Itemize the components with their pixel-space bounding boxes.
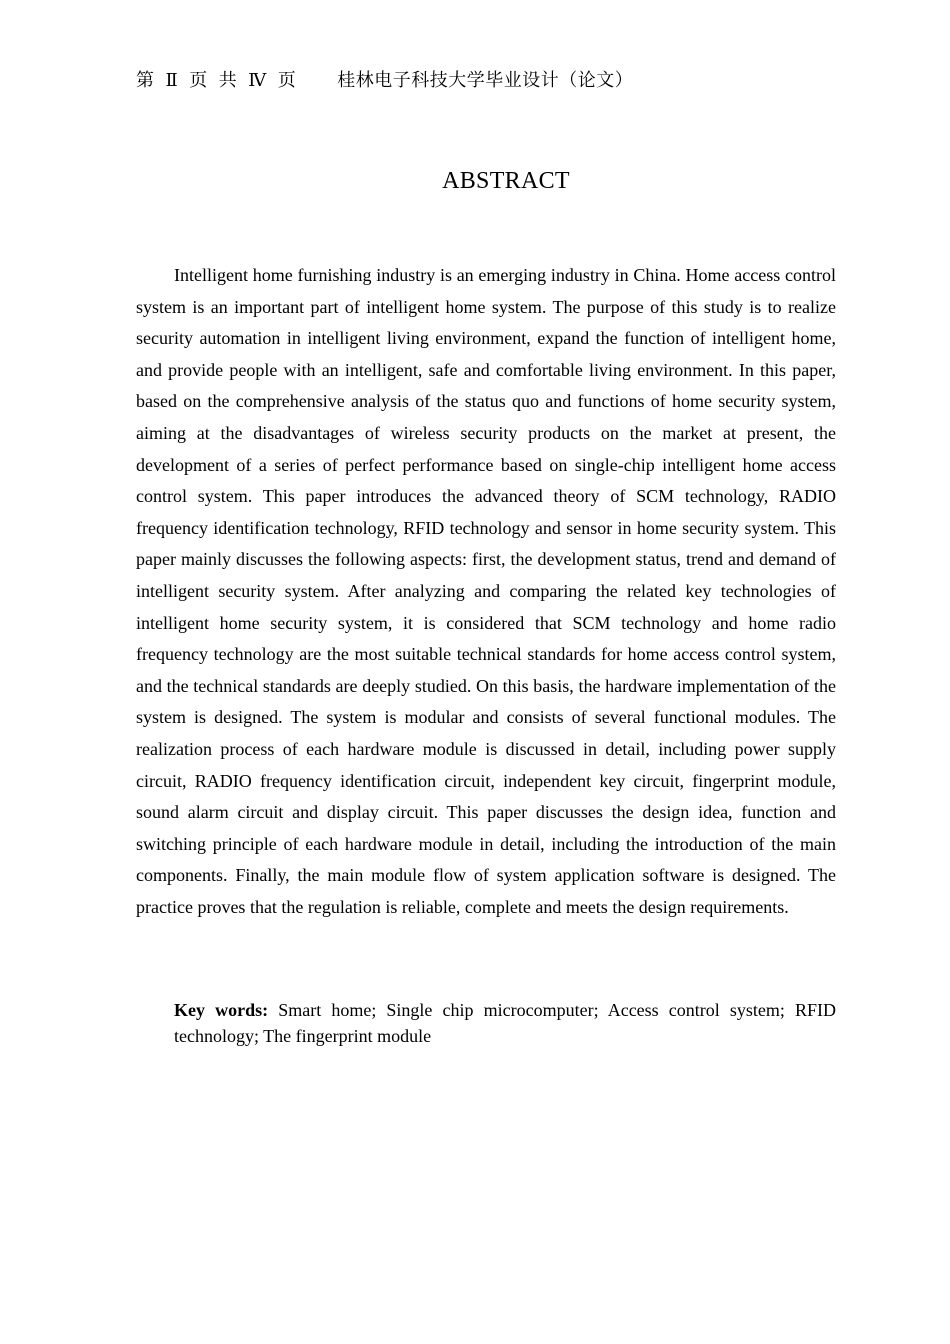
keywords-text: Smart home; Single chip microcomputer; Access control system; RFID technology; The fingerprint module [174,1000,837,1046]
abstract-body: Intelligent home furnishing industry is an emerging industry in China. Home access control system is an important part of intelligent home system. The purpose of this study is to realize security automation in intelligent living environment, expand the function of intelligent home, and provide people with an intelligent, safe and comfortable living environment. In this paper, based on the comprehensive analysis of the status quo and functions of home security system, aiming at the disadvantages of wireless security products on the market at present, the development of a series of perfect performance based on single-chip intelligent home access control system. This paper introduces the advanced theory of SCM technology, RADIO frequency identification technology, RFID technology and sensor in home security system. This paper mainly discusses the following aspects: first, the development status, trend and demand of intelligent security system. After analyzing and comparing the related key technologies of intelligent home security system, it is considered that SCM technology and home radio frequency technology are the most suitable technical standards for home access control system, and the technical standards are deeply studied. On this basis, the hardware implementation of the system is designed. The system is modular and consists of several functional modules. The realization process of each hardware module is discussed in detail, including power supply circuit, RADIO frequency identification circuit, independent key circuit, fingerprint module, sound alarm circuit and display circuit. This paper discusses the design idea, function and switching principle of each hardware module in detail, including the introduction of the main components. Finally, the main module flow of system application software is designed. The practice proves that the regulation is reliable, complete and meets the design requirements. [136,265,836,917]
page-indicator: 第 Ⅱ 页 共 Ⅳ 页 [136,70,297,90]
keywords-label: Key words: [174,1000,269,1020]
abstract-heading: ABSTRACT [442,168,570,194]
thesis-title: 桂林电子科技大学毕业设计（论文） [337,70,634,90]
keywords-paragraph [174,997,836,1049]
running-header [136,68,633,92]
